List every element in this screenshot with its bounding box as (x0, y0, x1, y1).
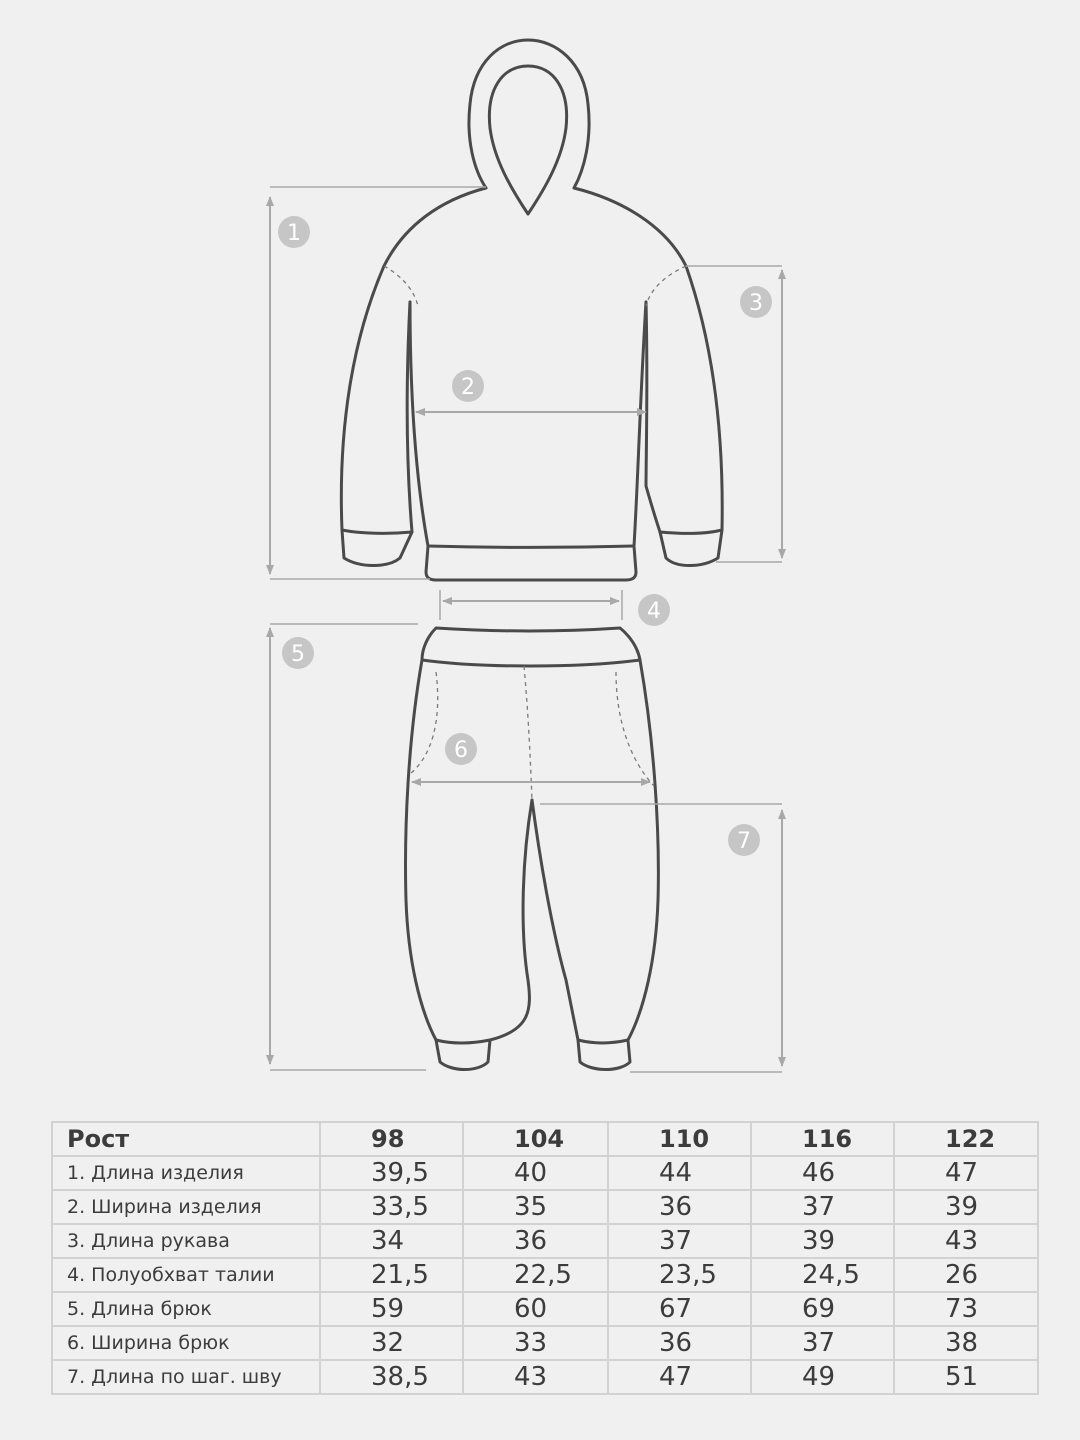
table-cell: 51 (894, 1360, 1038, 1394)
svg-text:2: 2 (461, 375, 475, 400)
measure-markers (278, 216, 772, 856)
marker-4 (638, 594, 670, 626)
table-cell: 37 (608, 1224, 751, 1258)
table-cell: 23,5 (608, 1258, 751, 1292)
header-label: Рост (52, 1122, 320, 1156)
table-cell: 21,5 (320, 1258, 463, 1292)
row-label: 3. Длина рукава (52, 1224, 320, 1258)
table-cell: 32 (320, 1326, 463, 1360)
svg-text:3: 3 (749, 291, 763, 316)
table-cell: 44 (608, 1156, 751, 1190)
table-cell: 59 (320, 1292, 463, 1326)
table-cell: 43 (463, 1360, 608, 1394)
table-cell: 60 (463, 1292, 608, 1326)
table-cell: 36 (463, 1224, 608, 1258)
svg-text:1: 1 (287, 221, 301, 246)
table-cell: 33,5 (320, 1190, 463, 1224)
table-cell: 37 (751, 1190, 894, 1224)
svg-text:6: 6 (454, 738, 468, 763)
svg-text:5: 5 (291, 642, 305, 667)
size-header: 122 (894, 1122, 1038, 1156)
table-cell: 67 (608, 1292, 751, 1326)
table-row (52, 1292, 1038, 1326)
table-cell: 22,5 (463, 1258, 608, 1292)
hoodie-outline (341, 40, 722, 580)
pants-outline (406, 628, 659, 1070)
table-cell: 35 (463, 1190, 608, 1224)
table-header-row (52, 1122, 1038, 1156)
table-cell: 36 (608, 1326, 751, 1360)
row-label: 1. Длина изделия (52, 1156, 320, 1190)
table-cell: 36 (608, 1190, 751, 1224)
table-cell: 73 (894, 1292, 1038, 1326)
row-label: 6. Ширина брюк (52, 1326, 320, 1360)
table-cell: 49 (751, 1360, 894, 1394)
marker-1 (278, 216, 310, 248)
table-row (52, 1360, 1038, 1394)
table-cell: 33 (463, 1326, 608, 1360)
row-label: 2. Ширина изделия (52, 1190, 320, 1224)
table-row (52, 1156, 1038, 1190)
marker-2 (452, 370, 484, 402)
table-cell: 39 (894, 1190, 1038, 1224)
table-cell: 47 (894, 1156, 1038, 1190)
size-table (51, 1121, 1039, 1395)
svg-text:7: 7 (737, 829, 751, 854)
table-row (52, 1190, 1038, 1224)
table-cell: 46 (751, 1156, 894, 1190)
table-cell: 34 (320, 1224, 463, 1258)
size-header: 98 (320, 1122, 463, 1156)
pants-seams (410, 666, 654, 800)
table-row (52, 1326, 1038, 1360)
table-cell: 24,5 (751, 1258, 894, 1292)
size-header: 116 (751, 1122, 894, 1156)
table-cell: 38 (894, 1326, 1038, 1360)
table-cell: 38,5 (320, 1360, 463, 1394)
table-cell: 37 (751, 1326, 894, 1360)
table-row (52, 1224, 1038, 1258)
size-header: 110 (608, 1122, 751, 1156)
hoodie-seams (384, 266, 686, 306)
row-label: 7. Длина по шаг. шву (52, 1360, 320, 1394)
table-cell: 43 (894, 1224, 1038, 1258)
table-cell: 39,5 (320, 1156, 463, 1190)
marker-5 (282, 637, 314, 669)
table-cell: 39 (751, 1224, 894, 1258)
marker-7 (728, 824, 760, 856)
size-header: 104 (463, 1122, 608, 1156)
table-row (52, 1258, 1038, 1292)
row-label: 4. Полуобхват талии (52, 1258, 320, 1292)
marker-3 (740, 286, 772, 318)
table-cell: 26 (894, 1258, 1038, 1292)
svg-text:4: 4 (647, 599, 661, 624)
table-cell: 69 (751, 1292, 894, 1326)
marker-6 (445, 733, 477, 765)
table-cell: 40 (463, 1156, 608, 1190)
table-cell: 47 (608, 1360, 751, 1394)
row-label: 5. Длина брюк (52, 1292, 320, 1326)
